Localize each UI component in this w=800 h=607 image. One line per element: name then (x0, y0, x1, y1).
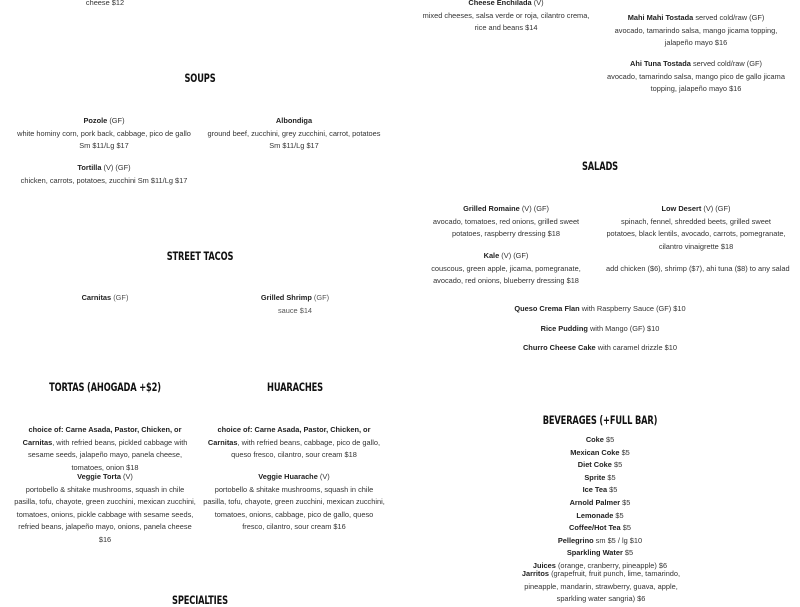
item-name: Kale (483, 251, 500, 260)
item-desc: portobello & shitake mushrooms, squash in chile pasilla, tofu, chayote, green zucchini, mexican zucchini, tomatoes, onions, cabbage, pico de gallo, queso fresco, cilantro, sour cream $16 (203, 484, 385, 532)
menu-item-carnitas (50, 292, 160, 305)
heading-tortas: TORTAS (AHOGADA +$2) (49, 380, 161, 394)
item-name: Pozole (83, 116, 108, 125)
menu-item-veggie-huarache (203, 471, 385, 534)
item-tag: (V) (GF) (521, 204, 549, 213)
item-desc: white hominy corn, pork back, cabbage, pico de gallo Sm $11/Lg $17 (17, 128, 191, 151)
item-desc: avocado, tamarindo salsa, mango pico de gallo jicama topping, jalapeño mayo $16 (607, 71, 785, 94)
item-desc: avocado, tomatoes, red onions, grilled sweet potatoes, raspberry dressing $18 (432, 216, 580, 239)
beverage-item-sparkling-water: Sparkling Water $5 (566, 548, 634, 558)
heading-specialties: SPECIALTIES (172, 593, 228, 607)
menu-item-ahi-tostada (606, 58, 786, 96)
item-desc: ground beef, zucchini, grey zucchini, carrot, potatoes Sm $11/Lg $17 (207, 128, 381, 151)
heading-huaraches: HUARACHES (267, 380, 323, 394)
item-name: choice of: Carne Asada, Pastor, Chicken, or Carnitas (207, 425, 371, 447)
menu-item-rice-pudding (450, 323, 750, 336)
beverages-list (500, 434, 700, 573)
heading-beverages: BEVERAGES (+FULL BAR) (542, 413, 658, 427)
menu-item-albondiga (204, 115, 384, 153)
beverage-item-coffee-hot-tea: Coffee/Hot Tea $5 (569, 523, 631, 533)
menu-item-churro-cheese-cake (450, 342, 750, 355)
item-name: Carnitas (81, 293, 112, 302)
item-name: Churro Cheese Cake (522, 343, 596, 352)
item-name: Veggie Torta (77, 472, 121, 481)
item-tag: (V) (123, 472, 133, 481)
beverage-item-mexican-coke: Mexican Coke $5 (570, 447, 630, 457)
item-desc: with caramel drizzle $10 (597, 343, 678, 352)
item-tag: (V) (GF) (501, 251, 529, 260)
beverage-item-juices: Juices (orange, cranberry, pineapple) $6 (532, 560, 668, 570)
item-tag: (V) (533, 0, 544, 7)
beverage-item-lemonade: Lemonade $5 (576, 510, 624, 520)
item-tag: served cold/raw (GF) (692, 59, 762, 68)
item-tag: (V) (GF) (703, 204, 731, 213)
menu-item-flan (450, 303, 750, 316)
beverage-item-coke: Coke $5 (585, 435, 615, 444)
item-desc: (grapefruit, fruit punch, lime, tamarindo, pineapple, mandarin, strawberry, guava, apple, sparkling water sangria) $6 (524, 569, 681, 604)
beverage-item-diet-coke: Diet Coke $5 (577, 460, 623, 470)
item-desc: , with refried beans, pickled cabbage with sesame seeds, jalapeño mayo, panela cheese, tomatoes, onion $18 (27, 437, 188, 472)
menu-item-grilled-shrimp (220, 292, 370, 317)
beverage-item-pellegrino: Pellegrino sm $5 / lg $10 (557, 535, 643, 545)
item-desc: with Mango (GF) $10 (589, 324, 660, 333)
item-desc: portobello & shitake mushrooms, squash in chile pasilla, tofu, chayote, green zucchini, mexican zucchini, tomatoes, onions, pickle cabbage with sesame seeds, refried beans, jalapeño mayo, onions, panela cheese $16 (14, 484, 196, 544)
item-name: Grilled Shrimp (260, 293, 312, 302)
menu-item-grilled-romaine (418, 203, 594, 241)
item-name: Albondiga (275, 116, 313, 125)
menu-item-huaraches-choice (203, 424, 385, 462)
item-desc: chicken, carrots, potatoes, zucchini Sm $11/Lg $17 (20, 175, 188, 185)
item-desc: couscous, green apple, jicama, pomegranate, avocado, red onions, blueberry dressing $18 (431, 263, 581, 286)
item-name: Tortilla (77, 163, 102, 172)
menu-item-veggie-torta (14, 471, 196, 547)
item-desc: , with refried beans, cabbage, pico de gallo, queso fresco, cilantro, sour cream $18 (231, 437, 381, 460)
heading-street-tacos: STREET TACOS (166, 249, 234, 263)
item-name: Jarritos (521, 569, 550, 578)
item-tag: served cold/raw (GF) (695, 13, 765, 22)
item-name: Queso Crema Flan (514, 304, 580, 313)
item-desc: sauce $14 (277, 305, 313, 315)
beverage-item-sprite: Sprite $5 (584, 472, 616, 482)
heading-salads: SALADS (581, 159, 619, 173)
menu-item-tortas-choice (14, 424, 196, 474)
item-name: Veggie Huarache (258, 472, 318, 481)
menu-item-mahi-tostada (603, 12, 789, 50)
item-tag: (GF) (313, 293, 330, 302)
menu-item-kale (418, 250, 594, 288)
item-name: Grilled Romaine (463, 204, 520, 213)
beverage-item-jarritos (515, 568, 687, 606)
item-name: Cheese Enchilada (468, 0, 532, 7)
item-tag: (V) (GF) (103, 163, 131, 172)
item-desc: mixed cheeses, salsa verde or roja, cilantro crema, rice and beans $14 (422, 10, 590, 33)
menu-item-tortilla (14, 162, 194, 187)
beverage-item-arnold-palmer: Arnold Palmer $5 (569, 497, 631, 507)
item-name: Rice Pudding (540, 324, 588, 333)
menu-item-pozole (14, 115, 194, 153)
menu-item-cheese-enchilada (418, 0, 594, 35)
item-tag: (V) (319, 472, 330, 481)
item-name: Ahi Tuna Tostada (630, 59, 691, 68)
item-name: choice of: Carne Asada, Pastor, Chicken, or Carnitas (22, 425, 182, 447)
item-desc: avocado, tamarindo salsa, mango jicama topping, jalapeño mayo $16 (614, 25, 778, 48)
item-tag: (GF) (113, 293, 129, 302)
item-desc: with Raspberry Sauce (GF) $10 (581, 304, 686, 313)
item-name: Mahi Mahi Tostada (627, 13, 694, 22)
cheese-fragment: cheese $12 (85, 0, 125, 7)
item-desc: spinach, fennel, shredded beets, grilled sweet potatoes, black lentils, avocado, carrots, pomegranate, cilantro vinaigrette $18 (606, 216, 786, 251)
heading-soups: SOUPS (184, 71, 216, 85)
beverage-item-ice-tea: Ice Tea $5 (582, 485, 618, 495)
salad-addons: add chicken ($6), shrimp ($7), ahi tuna ($8) to any salad (606, 264, 790, 273)
menu-item-low-desert (606, 203, 786, 253)
item-tag: (GF) (109, 116, 125, 125)
item-name: Low Desert (661, 204, 702, 213)
